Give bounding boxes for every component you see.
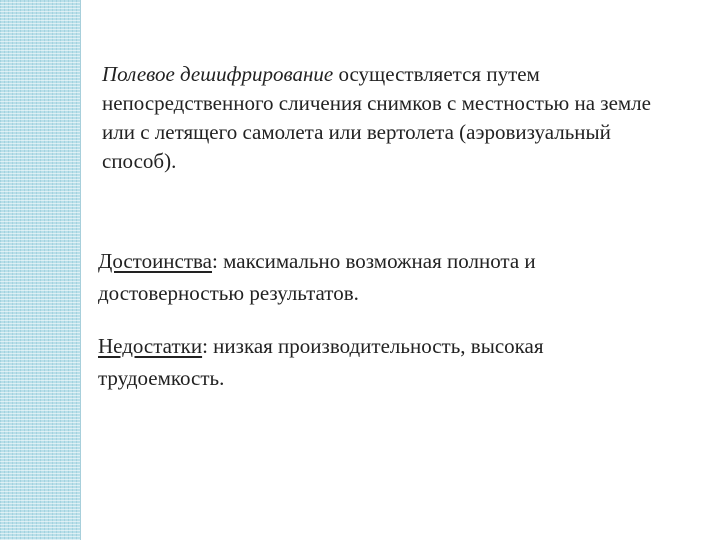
advantages-separator: : xyxy=(212,249,224,273)
intro-text: осуществляется путем непосредственного сличения снимков с местностью на земле или с летящего самолета или вертолета (аэровизуальный способ). xyxy=(102,62,651,173)
intro-paragraph xyxy=(102,60,682,176)
side-divider xyxy=(80,0,81,540)
disadvantages-paragraph xyxy=(98,330,658,394)
disadvantages-text: низкая производительность, высокая трудоемкость. xyxy=(98,334,544,390)
decorative-side-strip xyxy=(0,0,80,540)
intro-italic-term: Полевое дешифрирование xyxy=(102,62,334,86)
advantages-paragraph xyxy=(98,245,658,309)
advantages-label: Достоинства xyxy=(98,249,213,273)
advantages-text: максимально возможная полнота и достоверностью результатов. xyxy=(98,249,536,305)
disadvantages-separator: : xyxy=(202,334,214,358)
disadvantages-label: Недостатки xyxy=(98,334,203,358)
